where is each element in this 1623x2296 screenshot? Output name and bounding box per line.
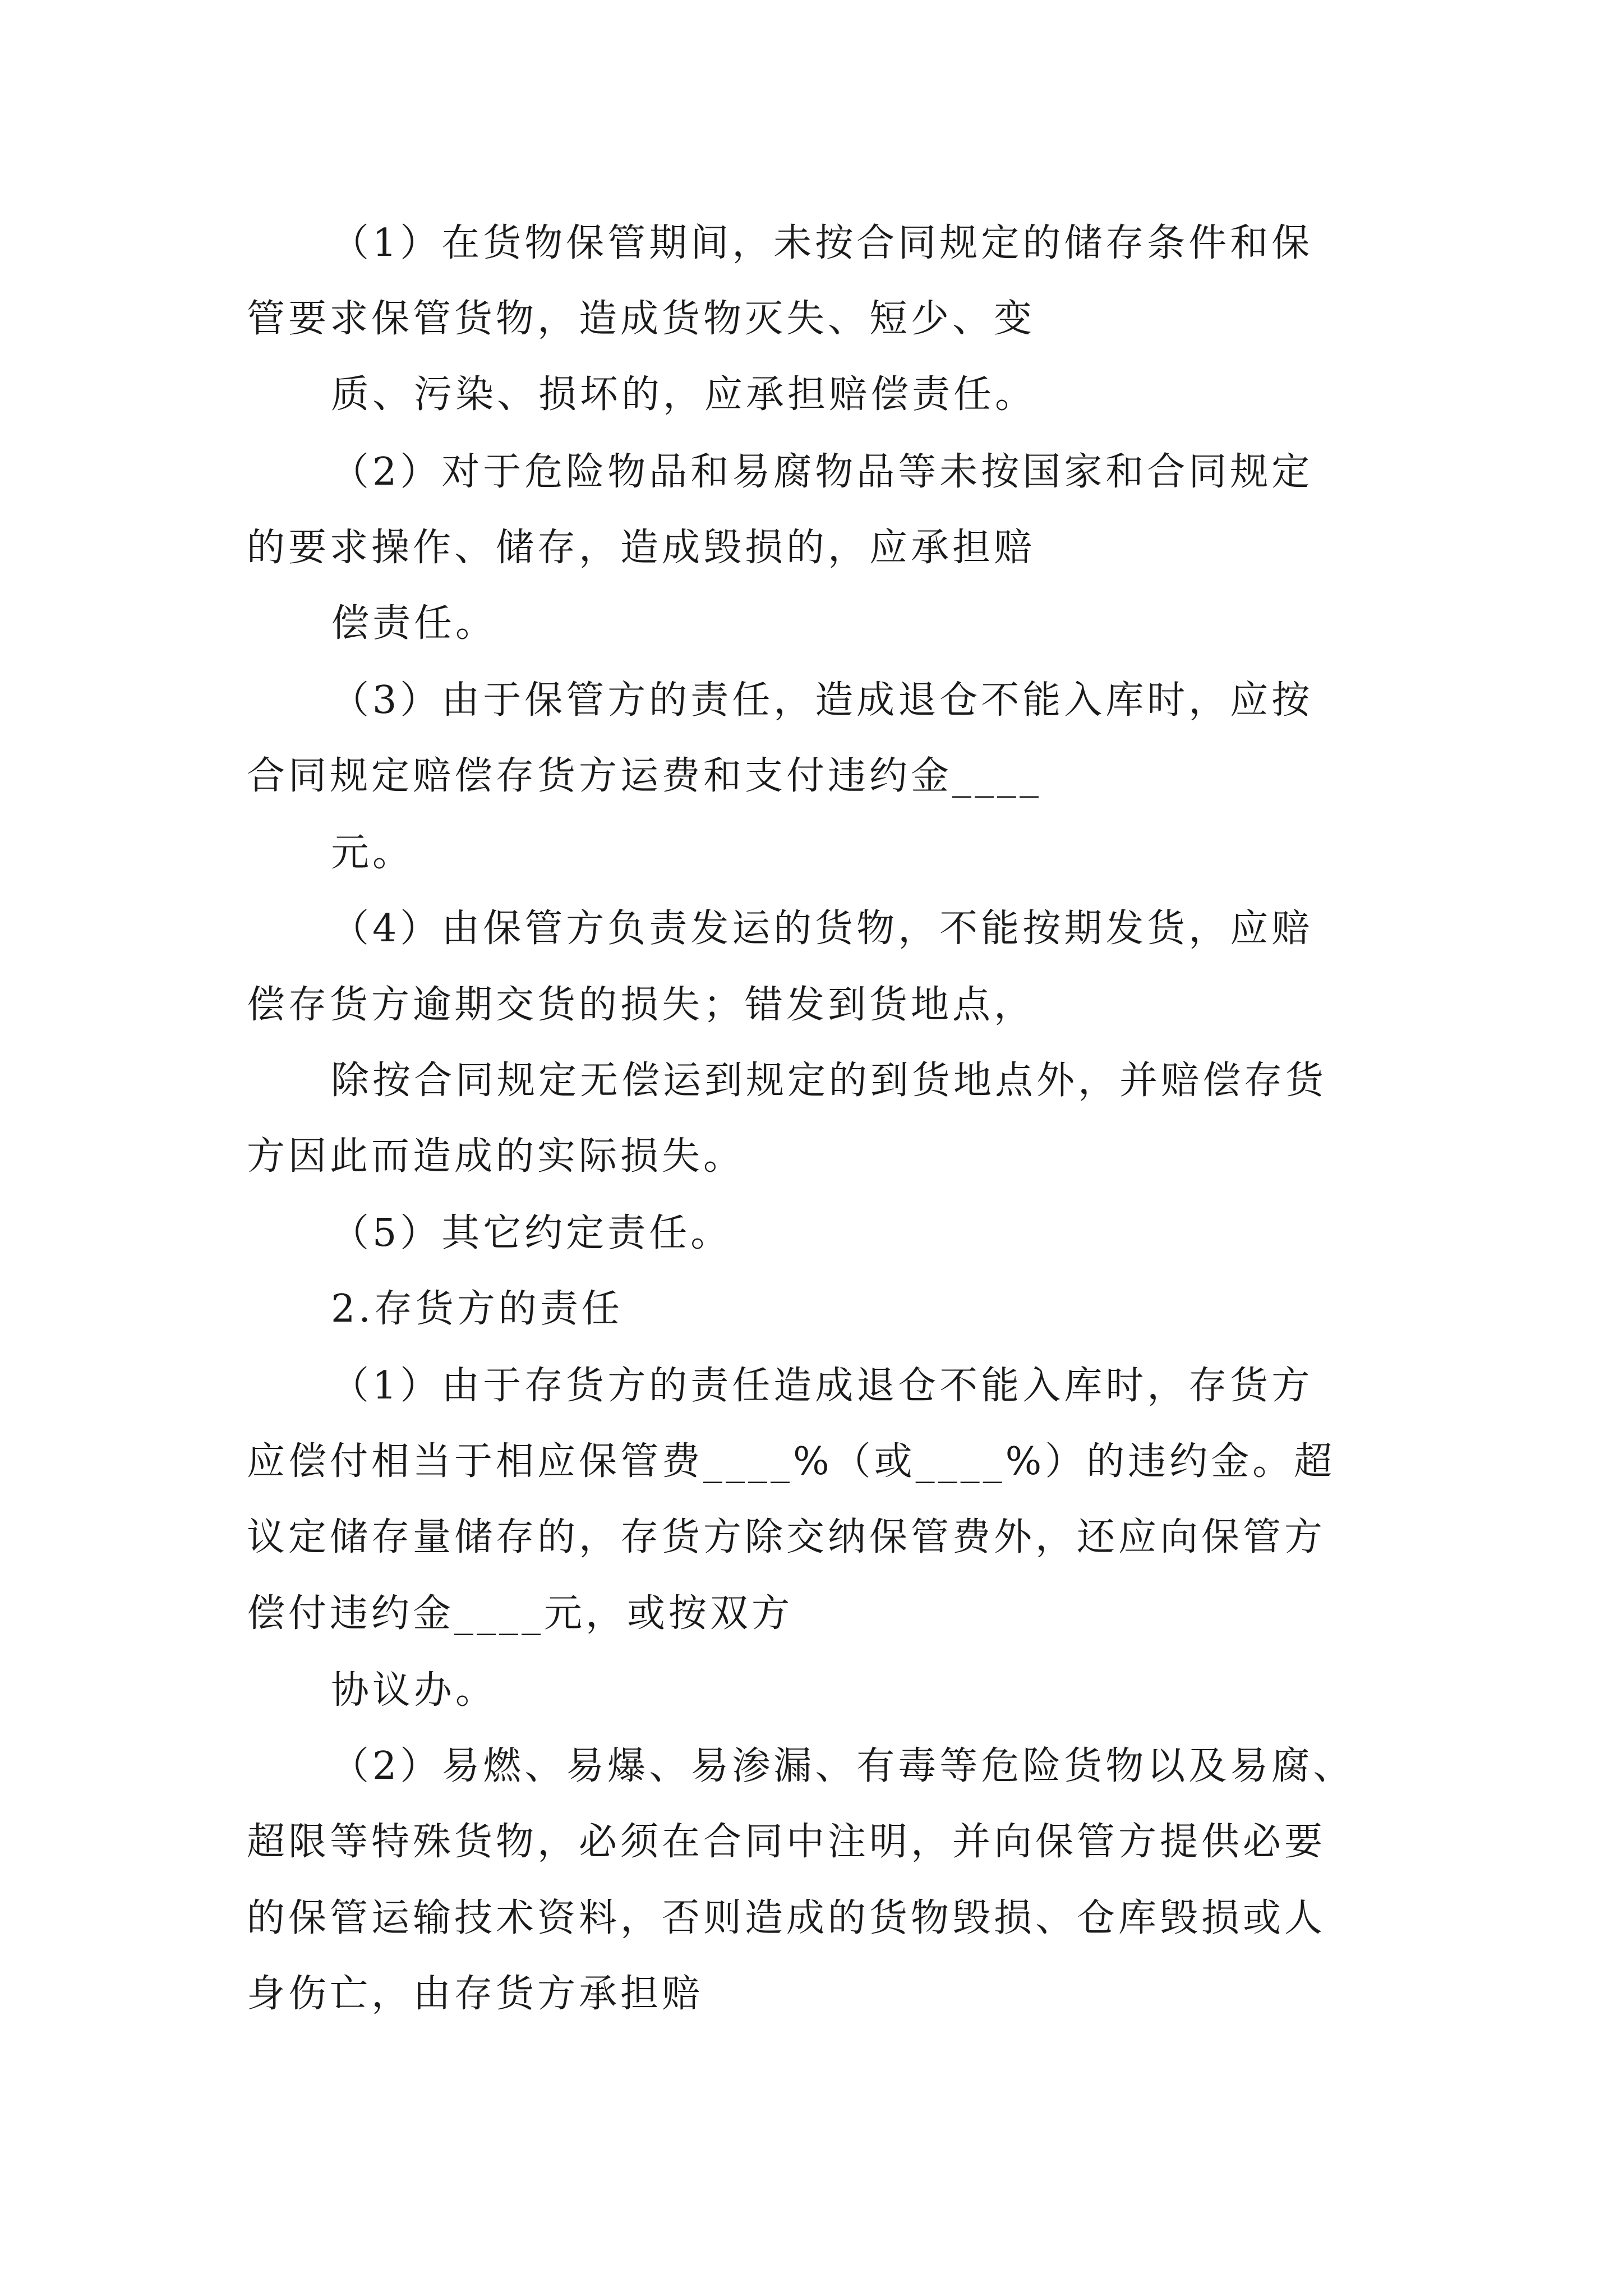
text-line: 的要求操作、储存，造成毁损的，应承担赔 xyxy=(247,526,1036,570)
text-line: 协议办。 xyxy=(331,1668,497,1713)
text-line: 质、污染、损坏的，应承担赔偿责任。 xyxy=(331,372,1037,417)
text-line: （1）在货物保管期间，未按合同规定的储存条件和保 xyxy=(331,221,1313,265)
text-line: 超限等特殊货物，必须在合同中注明，并向保管方提供必要 xyxy=(247,1820,1326,1864)
text-line: 偿付违约金____元，或按双方 xyxy=(247,1591,794,1636)
text-line: 方因此而造成的实际损失。 xyxy=(247,1134,745,1179)
text-line: 议定储存量储存的，存货方除交纳保管费外，还应向保管方 xyxy=(247,1515,1326,1559)
text-line: 2.存货方的责任 xyxy=(331,1287,623,1331)
text-line: （5）其它约定责任。 xyxy=(331,1211,732,1255)
text-line: （2）对于危险物品和易腐物品等未按国家和合同规定 xyxy=(331,450,1313,494)
text-line: 除按合同规定无偿运到规定的到货地点外，并赔偿存货 xyxy=(331,1059,1327,1103)
text-line: 偿存货方逾期交货的损失；错发到货地点， xyxy=(247,983,1036,1027)
text-line: 管要求保管货物，造成货物灭失、短少、变 xyxy=(247,297,1036,341)
text-line: 的保管运输技术资料，否则造成的货物毁损、仓库毁损或人 xyxy=(247,1896,1326,1940)
text-line: 身伤亡，由存货方承担赔 xyxy=(247,1972,704,2016)
text-line: 元。 xyxy=(331,831,414,875)
text-line: 偿责任。 xyxy=(331,601,497,646)
text-line: （2）易燃、易爆、易渗漏、有毒等危险货物以及易腐、 xyxy=(331,1744,1355,1788)
text-line: 应偿付相当于相应保管费____%（或____%）的违约金。超 xyxy=(247,1439,1336,1484)
text-line: 合同规定赔偿存货方运费和支付违约金____ xyxy=(247,754,1043,798)
text-line: （3）由于保管方的责任，造成退仓不能入库时，应按 xyxy=(331,678,1313,723)
text-line: （4）由保管方负责发运的货物，不能按期发货，应赔 xyxy=(331,907,1313,951)
text-line: （1）由于存货方的责任造成退仓不能入库时，存货方 xyxy=(331,1364,1313,1408)
